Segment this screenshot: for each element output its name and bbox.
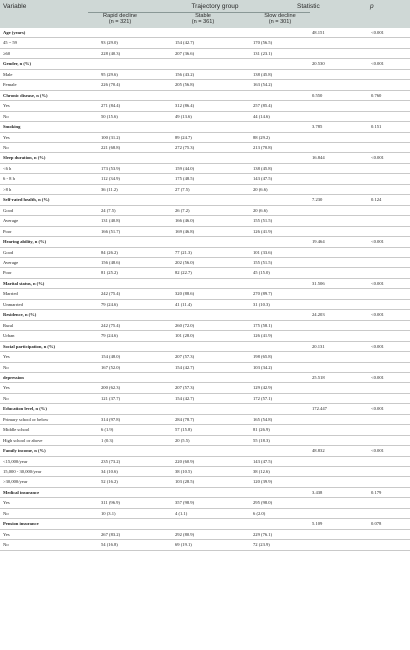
- table-section-row: [0, 342, 410, 352]
- row-label: No: [3, 395, 9, 401]
- row-label: Unmarried: [3, 301, 23, 307]
- cell-slow-decline: 198 (65.8): [253, 354, 273, 360]
- table-row: [0, 363, 410, 373]
- cell-slow-decline: 101 (33.6): [253, 249, 273, 255]
- cell-slow-decline: 6 (2.0): [253, 510, 266, 516]
- row-label: No: [3, 144, 9, 150]
- cell-p-value: <0.001: [371, 343, 384, 349]
- cell-slow-decline: 81 (26.9): [253, 427, 270, 433]
- cell-slow-decline: 129 (42.9): [253, 385, 273, 391]
- cell-p-value: <0.001: [371, 406, 384, 412]
- table-row: [0, 133, 410, 143]
- cell-statistic: 5.109: [312, 521, 323, 527]
- cell-stable: 4 (1.1): [175, 510, 188, 516]
- row-label: 6 - 8 h: [3, 176, 15, 182]
- row-label: Married: [3, 291, 18, 297]
- row-label: No: [3, 113, 9, 119]
- group-name: Stable: [195, 13, 211, 19]
- table-section-row: [0, 195, 410, 205]
- cell-stable: 89 (24.7): [175, 134, 192, 140]
- table-body: [0, 28, 410, 551]
- table-section-row: [0, 279, 410, 289]
- cell-stable: 156 (43.2): [175, 71, 195, 77]
- table-section-row: [0, 237, 410, 247]
- cell-stable: 154 (42.7): [175, 364, 195, 370]
- row-label: Urban: [3, 333, 15, 339]
- row-label: Yes: [3, 500, 10, 506]
- cell-rapid-decline: 173 (53.9): [101, 165, 121, 171]
- row-label: Pension insurance: [3, 521, 39, 527]
- cell-rapid-decline: 79 (24.6): [101, 301, 118, 307]
- row-label: Social participation, n (%): [3, 343, 56, 349]
- cell-slow-decline: 103 (34.2): [253, 364, 273, 370]
- table-section-row: [0, 59, 410, 69]
- cell-stable: 154 (42.7): [175, 395, 195, 401]
- cell-slow-decline: 55 (18.3): [253, 437, 270, 443]
- row-label: Hearing ability, n (%): [3, 239, 47, 245]
- cell-statistic: 7.230: [312, 197, 323, 203]
- table-section-row: [0, 91, 410, 101]
- group-n: (n = 321): [108, 19, 132, 26]
- cell-rapid-decline: 311 (96.9): [101, 500, 120, 506]
- cell-statistic: 48.151: [312, 30, 325, 35]
- cell-rapid-decline: 24 (7.5): [101, 207, 116, 213]
- cell-rapid-decline: 93 (29.0): [101, 40, 118, 46]
- cell-p-value: <0.001: [371, 280, 384, 286]
- cell-stable: 320 (88.6): [175, 291, 195, 297]
- cell-statistic: 0.550: [312, 92, 323, 98]
- cell-slow-decline: 270 (89.7): [253, 291, 273, 297]
- cell-p-value: <0.001: [371, 239, 384, 245]
- cell-stable: 207 (57.3): [175, 385, 195, 391]
- table-row: [0, 477, 410, 487]
- table-row: [0, 248, 410, 258]
- cell-stable: 159 (44.0): [175, 165, 195, 171]
- table-row: [0, 467, 410, 477]
- table-row: [0, 289, 410, 299]
- cell-stable: 205 (56.8): [175, 82, 195, 88]
- table-row: [0, 498, 410, 508]
- cell-slow-decline: 20 (6.6): [253, 207, 268, 213]
- cell-rapid-decline: 95 (29.6): [101, 71, 118, 77]
- cell-rapid-decline: 166 (51.7): [101, 228, 121, 234]
- cell-stable: 69 (19.1): [175, 542, 192, 548]
- cell-stable: 77 (21.3): [175, 249, 192, 255]
- row-label: No: [3, 510, 9, 516]
- row-label: Yes: [3, 103, 10, 109]
- cell-rapid-decline: 10 (3.1): [101, 510, 116, 516]
- row-label: >30,000/year: [3, 479, 28, 485]
- row-label: >8 h: [3, 186, 12, 192]
- cell-rapid-decline: 314 (97.8): [101, 416, 121, 422]
- header-group-rapid-decline: [80, 13, 160, 26]
- cell-slow-decline: 213 (70.8): [253, 144, 273, 150]
- cell-stable: 169 (46.8): [175, 228, 195, 234]
- cell-slow-decline: 143 (47.5): [253, 458, 273, 464]
- cell-slow-decline: 45 (15.0): [253, 270, 270, 276]
- row-label: 15,000 - 30,000/year: [3, 469, 42, 475]
- table-section-row: [0, 373, 410, 383]
- cell-stable: 312 (86.4): [175, 103, 195, 109]
- cell-rapid-decline: 1 (0.3): [101, 437, 114, 443]
- cell-stable: 202 (56.0): [175, 259, 195, 265]
- group-n: (n = 301): [268, 19, 292, 26]
- cell-rapid-decline: 200 (62.3): [101, 385, 121, 391]
- cell-p-value: 0.179: [371, 489, 382, 495]
- cell-rapid-decline: 228 (40.3): [101, 50, 121, 56]
- cell-stable: 41 (11.4): [175, 301, 192, 307]
- header-p: p: [370, 3, 374, 10]
- table-row: [0, 174, 410, 184]
- table-row: [0, 101, 410, 111]
- cell-statistic: 31.506: [312, 280, 325, 286]
- table-section-row: [0, 153, 410, 163]
- table-row: [0, 457, 410, 467]
- header-group-stable: [163, 13, 243, 26]
- row-label: Marital status, n (%): [3, 280, 45, 286]
- row-label: High school or above: [3, 437, 43, 443]
- row-label: Good: [3, 207, 14, 213]
- cell-rapid-decline: 100 (31.2): [101, 134, 121, 140]
- row-label: Age (years): [3, 30, 26, 35]
- row-label: Good: [3, 249, 14, 255]
- cell-stable: 103 (28.5): [175, 479, 195, 485]
- row-label: No: [3, 542, 9, 548]
- cell-p-value: 0.078: [371, 521, 382, 527]
- cell-stable: 284 (78.7): [175, 416, 195, 422]
- cell-stable: 260 (72.0): [175, 322, 195, 328]
- row-label: Yes: [3, 385, 10, 391]
- cell-stable: 154 (42.7): [175, 40, 195, 46]
- table-header: [0, 0, 410, 28]
- cell-stable: 26 (7.2): [175, 207, 190, 213]
- cell-slow-decline: 138 (45.8): [253, 165, 273, 171]
- cell-stable: 38 (10.5): [175, 469, 192, 475]
- cell-slow-decline: 295 (98.0): [253, 500, 273, 506]
- cell-slow-decline: 38 (12.6): [253, 469, 270, 475]
- cell-slow-decline: 257 (85.4): [253, 103, 273, 109]
- row-label: Residence, n (%): [3, 312, 37, 318]
- cell-rapid-decline: 242 (75.4): [101, 322, 121, 328]
- table-row: [0, 206, 410, 216]
- row-label: 45 ~ 59: [3, 40, 17, 46]
- header-statistic: Statistic: [297, 3, 320, 10]
- group-name: Rapid decline: [103, 13, 137, 19]
- cell-stable: 272 (75.3): [175, 144, 195, 150]
- cell-rapid-decline: 121 (37.7): [101, 395, 121, 401]
- table-row: [0, 394, 410, 404]
- table-row: [0, 70, 410, 80]
- row-label: Smoking: [3, 124, 21, 130]
- table-row: [0, 112, 410, 122]
- row-label: Sleep duration, n (%): [3, 155, 46, 161]
- group-n: (n = 361): [191, 19, 215, 26]
- row-label: ≥60: [3, 50, 11, 56]
- row-label: Family income, n (%): [3, 448, 46, 454]
- row-label: Male: [3, 71, 13, 77]
- cell-statistic: 25.518: [312, 374, 325, 380]
- row-label: Average: [3, 259, 19, 265]
- cell-statistic: 19.464: [312, 239, 325, 245]
- table-row: [0, 425, 410, 435]
- cell-stable: 82 (22.7): [175, 270, 192, 276]
- cell-slow-decline: 88 (29.2): [253, 134, 270, 140]
- cell-p-value: <0.001: [371, 61, 384, 67]
- table-row: [0, 268, 410, 278]
- row-label: Yes: [3, 134, 10, 140]
- header-variable: Variable: [3, 3, 27, 10]
- cell-slow-decline: 20 (6.6): [253, 186, 268, 192]
- cell-statistic: 24.203: [312, 312, 325, 318]
- cell-slow-decline: 229 (76.1): [253, 531, 273, 537]
- cell-slow-decline: 138 (45.8): [253, 71, 273, 77]
- group-name: Slow decline: [264, 13, 296, 19]
- row-label: Yes: [3, 531, 10, 537]
- cell-stable: 166 (46.0): [175, 218, 195, 224]
- cell-p-value: <0.001: [371, 448, 384, 454]
- row-label: Middle school: [3, 427, 30, 433]
- cell-rapid-decline: 221 (68.8): [101, 144, 121, 150]
- table-section-row: [0, 310, 410, 320]
- cell-p-value: <0.001: [371, 374, 384, 380]
- row-label: Rural: [3, 322, 14, 328]
- cell-slow-decline: 170 (56.5): [253, 40, 273, 46]
- cell-statistic: 16.844: [312, 155, 325, 161]
- table-row: [0, 258, 410, 268]
- cell-stable: 27 (7.5): [175, 186, 190, 192]
- cell-rapid-decline: 112 (34.9): [101, 176, 120, 182]
- cell-rapid-decline: 6 (1.9): [101, 427, 114, 433]
- row-label: Poor: [3, 228, 12, 234]
- cell-slow-decline: 143 (47.5): [253, 176, 273, 182]
- row-label: No: [3, 364, 9, 370]
- cell-rapid-decline: 50 (15.6): [101, 113, 118, 119]
- cell-slow-decline: 175 (58.1): [253, 322, 273, 328]
- table-row: [0, 300, 410, 310]
- cell-slow-decline: 155 (51.5): [253, 259, 273, 265]
- table-row: [0, 216, 410, 226]
- row-label: Poor: [3, 270, 12, 276]
- row-label: <15,000/year: [3, 458, 28, 464]
- cell-rapid-decline: 34 (10.6): [101, 469, 118, 475]
- cell-stable: 57 (15.8): [175, 427, 192, 433]
- cell-p-value: 0.124: [371, 197, 382, 203]
- cell-p-value: <0.001: [371, 312, 384, 318]
- cell-rapid-decline: 242 (75.4): [101, 291, 121, 297]
- cell-p-value: <0.001: [371, 155, 384, 161]
- cell-stable: 357 (98.9): [175, 500, 195, 506]
- cell-slow-decline: 172 (57.1): [253, 395, 273, 401]
- row-label: depression: [3, 374, 24, 380]
- cell-slow-decline: 44 (14.6): [253, 113, 270, 119]
- table-row: [0, 331, 410, 341]
- cell-statistic: 20.131: [312, 343, 325, 349]
- cell-rapid-decline: 131 (40.8): [101, 218, 121, 224]
- cell-rapid-decline: 235 (73.2): [101, 458, 121, 464]
- cell-stable: 207 (57.3): [175, 354, 195, 360]
- row-label: Female: [3, 82, 17, 88]
- cell-slow-decline: 131 (23.1): [253, 50, 273, 56]
- cell-stable: 207 (36.6): [175, 50, 195, 56]
- table-row: [0, 164, 410, 174]
- table-row: [0, 530, 410, 540]
- cell-slow-decline: 72 (23.9): [253, 542, 270, 548]
- table-row: [0, 321, 410, 331]
- table-row: [0, 143, 410, 153]
- cell-slow-decline: 163 (54.2): [253, 82, 273, 88]
- row-label: Education level, n (%): [3, 406, 47, 412]
- row-label: Medical insurance: [3, 489, 40, 495]
- table-section-row: [0, 122, 410, 132]
- table-row: [0, 185, 410, 195]
- row-label: Gender, n (%): [3, 61, 32, 67]
- table-section-row: [0, 446, 410, 456]
- cell-rapid-decline: 79 (24.6): [101, 333, 118, 339]
- table-row: [0, 436, 410, 446]
- cell-rapid-decline: 84 (26.2): [101, 249, 118, 255]
- table-row: [0, 352, 410, 362]
- cell-p-value: 0.760: [371, 92, 382, 98]
- cell-statistic: 48.832: [312, 448, 325, 454]
- cell-slow-decline: 165 (54.8): [253, 416, 273, 422]
- table-row: [0, 80, 410, 90]
- cell-rapid-decline: 267 (83.2): [101, 531, 121, 537]
- cell-rapid-decline: 156 (48.6): [101, 259, 121, 265]
- table-section-row: [0, 404, 410, 414]
- cell-slow-decline: 120 (39.9): [253, 479, 273, 485]
- cell-rapid-decline: 226 (70.4): [101, 82, 121, 88]
- cell-stable: 20 (5.5): [175, 437, 190, 443]
- row-label: <6 h: [3, 165, 12, 171]
- cell-rapid-decline: 36 (11.2): [101, 186, 118, 192]
- cell-rapid-decline: 271 (84.4): [101, 103, 121, 109]
- table-section-row: [0, 488, 410, 498]
- table-row: [0, 38, 410, 48]
- row-label: Chronic disease, n (%): [3, 92, 48, 98]
- cell-statistic: 3.785: [312, 124, 323, 130]
- cell-slow-decline: 126 (41.9): [253, 333, 273, 339]
- table-section-row: [0, 519, 410, 529]
- cell-statistic: 20.530: [312, 61, 325, 67]
- cell-slow-decline: 126 (41.9): [253, 228, 273, 234]
- cell-rapid-decline: 54 (16.8): [101, 542, 118, 548]
- cell-rapid-decline: 52 (16.2): [101, 479, 118, 485]
- row-label: Yes: [3, 354, 10, 360]
- cell-slow-decline: 155 (51.5): [253, 218, 273, 224]
- table-section-row: [0, 28, 410, 38]
- cell-rapid-decline: 167 (52.0): [101, 364, 121, 370]
- table-row: [0, 383, 410, 393]
- cell-stable: 175 (48.5): [175, 176, 195, 182]
- cell-stable: 101 (28.0): [175, 333, 195, 339]
- table-row: [0, 509, 410, 519]
- table-row: [0, 49, 410, 59]
- cell-stable: 49 (13.6): [175, 113, 192, 119]
- cell-statistic: 172.447: [312, 406, 327, 412]
- table-row: [0, 540, 410, 550]
- cell-rapid-decline: 154 (48.0): [101, 354, 121, 360]
- header-trajectory-group: Trajectory group: [191, 3, 239, 10]
- cell-p-value: 0.151: [371, 124, 382, 130]
- row-label: Self-rated health, n (%): [3, 197, 50, 203]
- row-label: Average: [3, 218, 19, 224]
- cell-stable: 220 (60.9): [175, 458, 195, 464]
- table-row: [0, 227, 410, 237]
- cell-rapid-decline: 81 (25.2): [101, 270, 118, 276]
- cell-p-value: <0.001: [371, 30, 384, 35]
- header-group-slow-decline: [240, 13, 320, 26]
- cell-statistic: 3.438: [312, 489, 323, 495]
- cell-slow-decline: 31 (10.3): [253, 301, 270, 307]
- cell-stable: 292 (80.9): [175, 531, 195, 537]
- row-label: Primary school or below: [3, 416, 49, 422]
- table-row: [0, 415, 410, 425]
